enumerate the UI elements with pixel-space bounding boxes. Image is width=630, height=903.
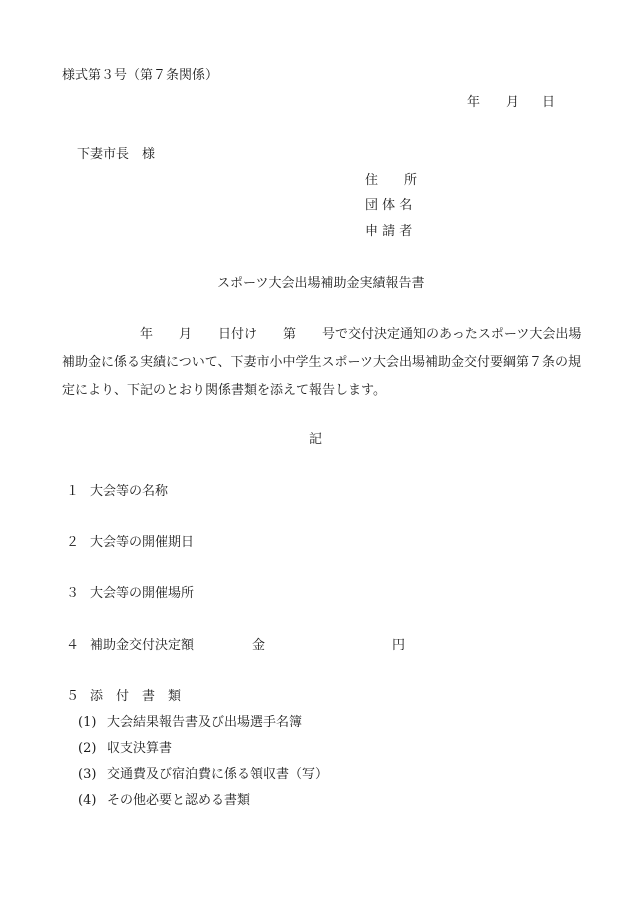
- attachment-text: 交通費及び宿泊費に係る領収書（写）: [107, 767, 329, 782]
- item-label: 添 付 書 類: [90, 689, 182, 704]
- body-line-2: 補助金に係る実績について、下妻市小中学生スポーツ大会出場補助金交付要綱第７条の規: [62, 355, 581, 370]
- attachment-number: (2): [78, 741, 97, 756]
- body-line-3: 定により、下記のとおり関係書類を添えて報告します。: [62, 383, 386, 398]
- date-month: 月: [506, 95, 520, 110]
- attachment-number: (3): [78, 767, 97, 782]
- item-label: 大会等の開催期日: [90, 535, 195, 550]
- item-number: ５: [66, 689, 80, 704]
- body-line-1: 年 月 日付け 第 号で交付決定通知のあったスポーツ大会出場: [62, 327, 582, 342]
- item-number: ４: [66, 638, 80, 653]
- ki-heading: 記: [309, 432, 323, 447]
- item-label: 補助金交付決定額: [90, 638, 195, 653]
- item-number: １: [66, 484, 80, 499]
- date-year: 年: [467, 95, 481, 110]
- item-number: ２: [66, 535, 80, 550]
- address-label: 住 所: [365, 173, 418, 188]
- applicant-label: 申 請 者: [365, 224, 413, 239]
- document-title: スポーツ大会出場補助金実績報告書: [217, 276, 425, 291]
- attachment-text: 収支決算書: [107, 741, 173, 756]
- item-label: 大会等の開催場所: [90, 586, 195, 601]
- item-number: ３: [66, 586, 80, 601]
- form-number: 様式第３号（第７条関係）: [62, 68, 219, 83]
- attachment-text: 大会結果報告書及び出場選手名簿: [107, 715, 303, 730]
- addressee: 下妻市長 様: [77, 147, 156, 162]
- item-label: 大会等の名称: [90, 484, 169, 499]
- attachment-number: (1): [78, 715, 97, 730]
- currency-unit: 円: [392, 638, 406, 653]
- group-name-label: 団 体 名: [365, 198, 413, 213]
- attachment-number: (4): [78, 793, 97, 808]
- attachment-text: その他必要と認める書類: [107, 793, 251, 808]
- body-paragraph: [62, 321, 582, 405]
- currency-prefix: 金: [252, 638, 266, 653]
- date-day: 日: [542, 95, 556, 110]
